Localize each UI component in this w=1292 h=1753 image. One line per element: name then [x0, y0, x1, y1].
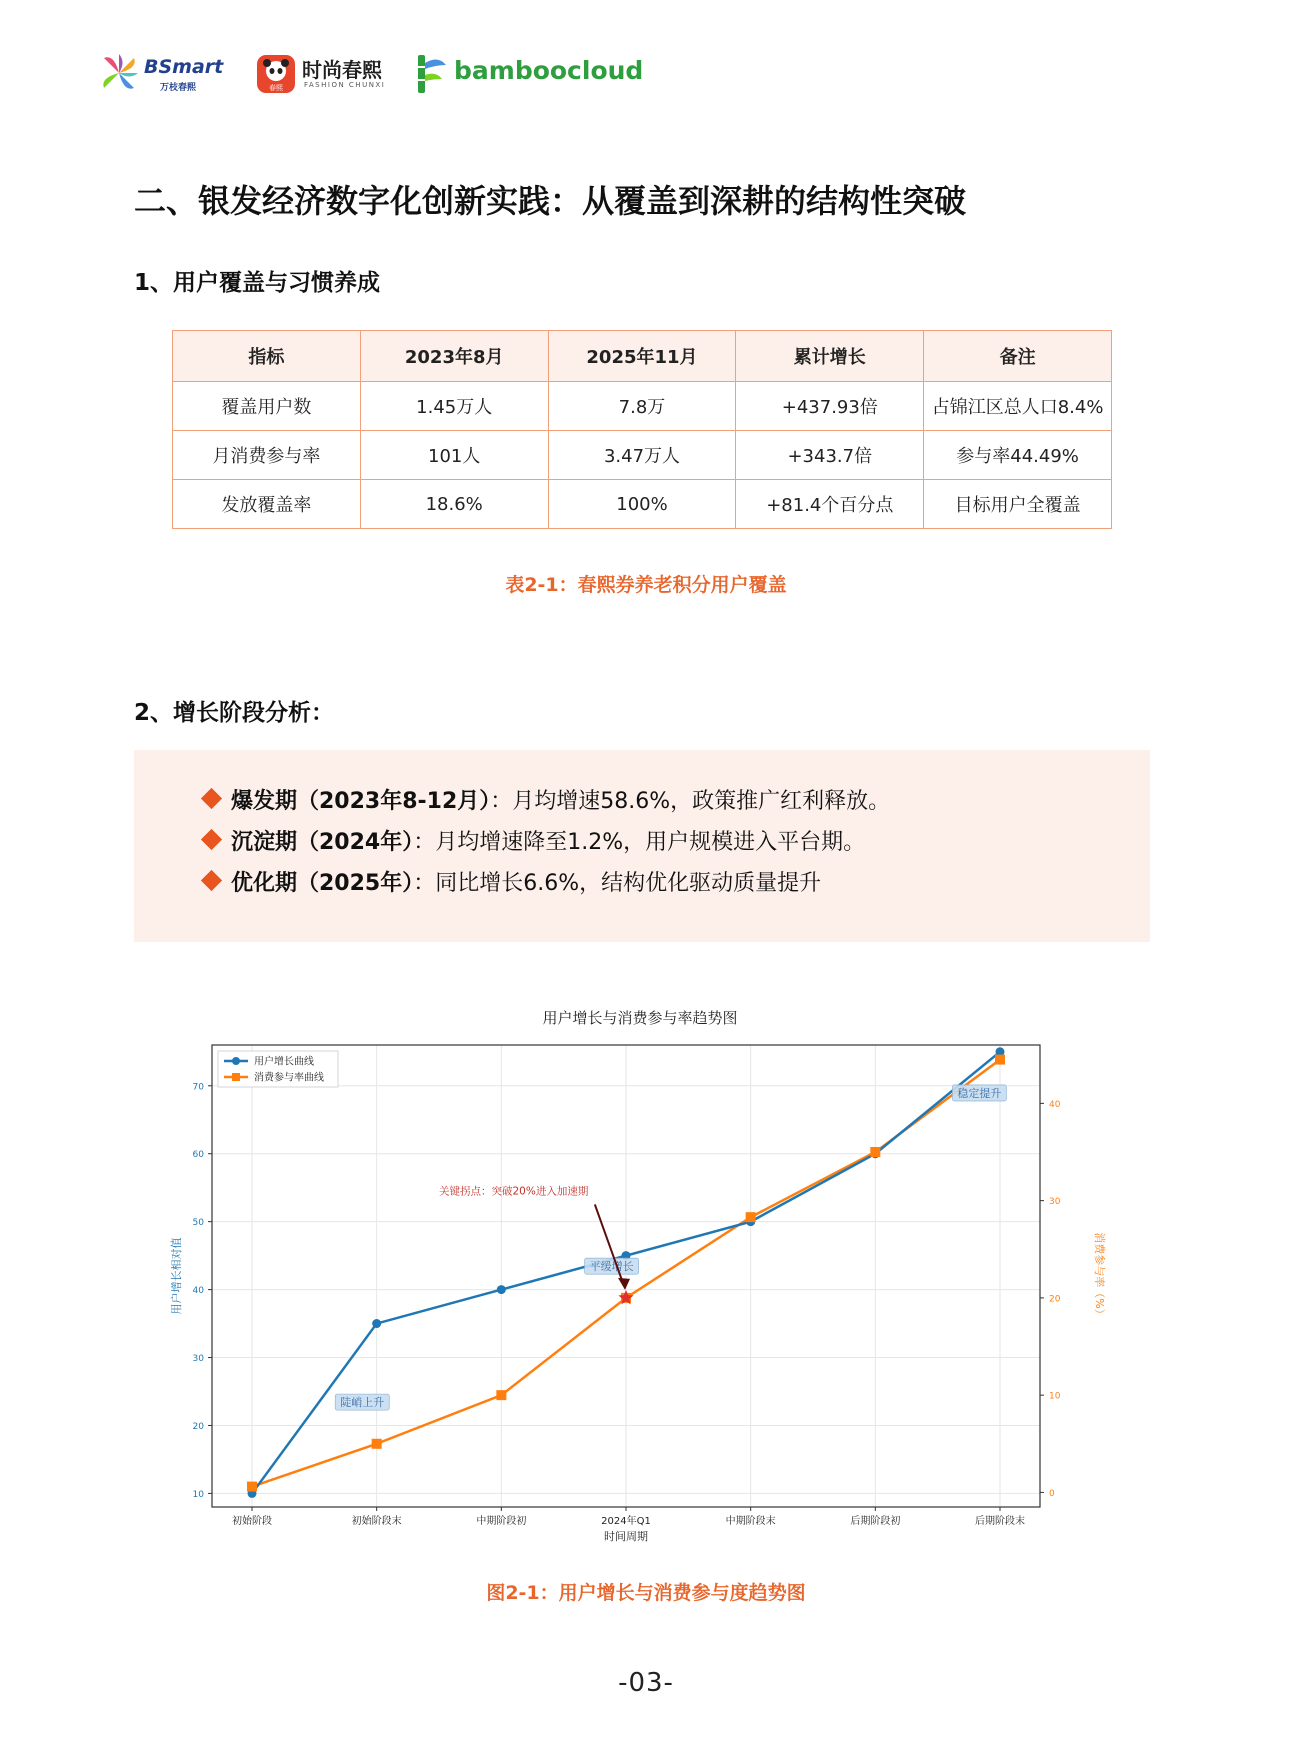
stage-text: ：同比增长6.6%，结构优化驱动质量提升 [413, 871, 822, 896]
stage-item [204, 866, 821, 897]
table-cell: 7.8万 [548, 382, 736, 431]
data-point-participation [870, 1147, 880, 1157]
data-point-user-growth [372, 1319, 381, 1328]
bsmart-logo [96, 50, 232, 98]
y2-axis-label: 消费参与率（%） [1093, 1232, 1106, 1320]
stage-item [204, 784, 890, 815]
bsmart-logo-text: BSmart [144, 56, 224, 78]
data-point-participation [372, 1439, 382, 1449]
trend-chart [150, 995, 1110, 1555]
table-caption: 表2-1：春熙券养老积分用户覆盖 [505, 574, 787, 596]
x-tick-label: 初始阶段 [232, 1516, 272, 1527]
table-cell: +343.7倍 [736, 431, 924, 480]
bamboocloud-logo [414, 50, 644, 98]
bamboocloud-logo-text: bamboocloud [454, 56, 644, 85]
table-cell: 月消费参与率 [173, 431, 361, 480]
data-point-participation [247, 1482, 257, 1492]
table-row [173, 382, 1112, 431]
table-header-cell: 备注 [924, 331, 1112, 382]
table-cell: +437.93倍 [736, 382, 924, 431]
y-tick-label: 10 [192, 1489, 204, 1500]
legend-marker-participation [232, 1073, 240, 1081]
y2-tick-label: 10 [1049, 1391, 1061, 1402]
stage-label: 爆发期（2023年8-12月） [231, 789, 491, 814]
table-cell: 101人 [360, 431, 548, 480]
table-cell: 3.47万人 [548, 431, 736, 480]
data-point-user-growth [497, 1285, 506, 1294]
x-tick-label: 2024年Q1 [601, 1516, 651, 1527]
subsection-title-stages: 2、增长阶段分析： [134, 700, 335, 726]
table-row [173, 480, 1112, 529]
annotation-arrowhead-icon [618, 1278, 630, 1290]
x-tick-label: 初始阶段末 [351, 1516, 402, 1527]
diamond-bullet-icon [201, 788, 222, 809]
y-tick-label: 20 [192, 1421, 204, 1432]
data-point-participation [496, 1390, 506, 1400]
x-tick-label: 后期阶段初 [850, 1516, 901, 1527]
x-tick-label: 后期阶段末 [975, 1516, 1025, 1527]
y2-tick-label: 30 [1049, 1197, 1061, 1208]
y-tick-label: 60 [192, 1150, 204, 1161]
page-number: -03- [618, 1668, 674, 1698]
bsmart-logo-subtext: 万枝春熙 [160, 83, 197, 93]
data-point-participation [746, 1212, 756, 1222]
stage-item [204, 825, 865, 856]
table-row [173, 431, 1112, 480]
table-cell: 覆盖用户数 [173, 382, 361, 431]
stages-box [134, 750, 1150, 942]
chunxi-logo-subtext: FASHION CHUNXI [304, 81, 386, 89]
y-tick-label: 50 [192, 1218, 204, 1229]
panda-icon [256, 54, 296, 94]
annotation-label: 稳定提升 [957, 1086, 1002, 1100]
y-tick-label: 30 [192, 1354, 204, 1365]
pinwheel-icon [96, 50, 142, 96]
data-point-participation [995, 1055, 1005, 1065]
y-tick-label: 40 [192, 1286, 204, 1297]
table-cell: 1.45万人 [360, 382, 548, 431]
x-tick-label: 中期阶段末 [725, 1516, 776, 1527]
table-header-cell: 2023年8月 [360, 331, 548, 382]
table-cell: 占锦江区总人口8.4% [924, 382, 1112, 431]
key-point-annotation: 关键拐点：突破20%进入加速期 [439, 1185, 589, 1198]
header-logos [96, 50, 656, 98]
annotation-label: 陡峭上升 [340, 1396, 385, 1410]
stage-text: ：月均增速58.6%，政策推广红利释放。 [490, 789, 891, 814]
table-cell: 发放覆盖率 [173, 480, 361, 529]
stage-label: 沉淀期（2024年） [231, 830, 414, 855]
table-cell: 100% [548, 480, 736, 529]
y2-tick-label: 0 [1049, 1488, 1055, 1499]
diamond-bullet-icon [201, 870, 222, 891]
stage-label: 优化期（2025年） [231, 871, 414, 896]
section-title: 二、银发经济数字化创新实践：从覆盖到深耕的结构性突破 [134, 182, 967, 220]
trend-chart-svg [150, 995, 1110, 1555]
legend-label-participation: 消费参与率曲线 [254, 1072, 324, 1084]
subsection-title-coverage: 1、用户覆盖与习惯养成 [134, 270, 381, 296]
legend-marker-user-growth [232, 1057, 240, 1065]
table-header-cell: 2025年11月 [548, 331, 736, 382]
coverage-table [172, 330, 1112, 529]
chunxi-logo-text: 时尚春熙 [302, 58, 382, 82]
chart-caption: 图2-1：用户增长与消费参与度趋势图 [486, 1582, 806, 1604]
table-header-cell: 累计增长 [736, 331, 924, 382]
table-header-cell: 指标 [173, 331, 361, 382]
diamond-bullet-icon [201, 829, 222, 850]
x-axis-label: 时间周期 [604, 1530, 648, 1543]
bamboo-icon [414, 53, 450, 95]
y2-tick-label: 20 [1049, 1294, 1061, 1305]
table-cell: +81.4个百分点 [736, 480, 924, 529]
table-cell: 参与率44.49% [924, 431, 1112, 480]
table-cell: 目标用户全覆盖 [924, 480, 1112, 529]
legend-label-user-growth: 用户增长曲线 [254, 1056, 314, 1068]
stage-text: ：月均增速降至1.2%，用户规模进入平台期。 [413, 830, 866, 855]
table-cell: 18.6% [360, 480, 548, 529]
panda-badge-text: 春熙 [269, 84, 283, 92]
y2-tick-label: 40 [1049, 1099, 1061, 1110]
table-header-row [173, 331, 1112, 382]
annotation-label: 平缓增长 [589, 1260, 634, 1274]
x-tick-label: 中期阶段初 [476, 1516, 527, 1527]
y-axis-label: 用户增长相对值 [170, 1237, 183, 1315]
chart-title: 用户增长与消费参与率趋势图 [542, 1009, 738, 1027]
y-tick-label: 70 [192, 1082, 204, 1093]
chunxi-logo [256, 50, 396, 98]
